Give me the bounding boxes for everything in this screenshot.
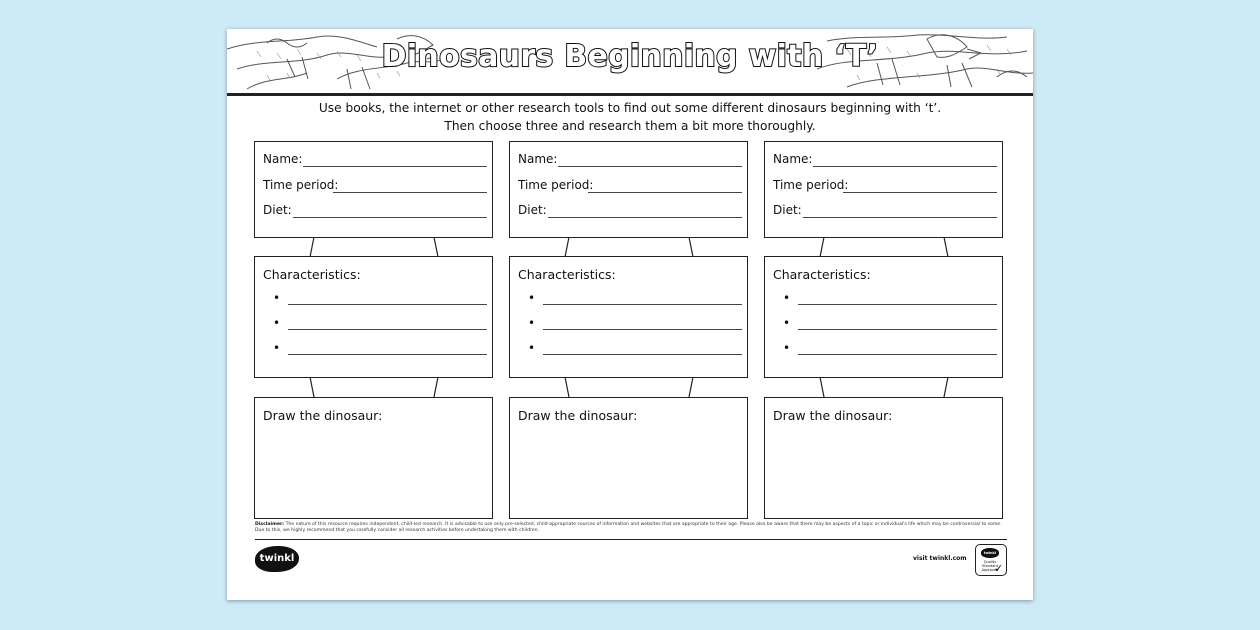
drawing-box[interactable] — [254, 397, 493, 519]
characteristics-box — [254, 256, 493, 378]
time-period-field[interactable] — [843, 192, 997, 193]
characteristic-field[interactable] — [288, 304, 487, 305]
info-box — [254, 141, 493, 238]
bullet-point: • — [273, 341, 281, 355]
bullet-point: • — [783, 291, 791, 305]
disclaimer-text: The nature of this resource requires independent, child-led research. It is advisable to use only pre-selected, child-appropriate sources of information and websites that are appropriate to their age. Please also be aware that there may be aspects of a topic or individual's life which may be controversial to some. Due to this, we highly recommend that you carefully consider all research activities before undertaking them with children. — [255, 522, 1002, 533]
draw-label: Draw the dinosaur: — [773, 408, 893, 423]
quality-standard-badge — [975, 544, 1007, 576]
characteristics-label: Characteristics: — [263, 267, 361, 282]
page-title: Dinosaurs Beginning with ‘T’ — [381, 39, 879, 74]
name-field[interactable] — [813, 166, 997, 167]
time-period-label: Time period: — [263, 178, 339, 192]
name-label: Name: — [518, 152, 558, 166]
characteristic-field[interactable] — [543, 304, 742, 305]
bullet-point: • — [273, 291, 281, 305]
time-period-label: Time period: — [773, 178, 849, 192]
visit-link[interactable]: visit twinkl.com — [913, 555, 967, 562]
time-period-label: Time period: — [518, 178, 594, 192]
instructions-line-1: Use books, the internet or other research tools to find out some different dinosaurs beginning with ‘t’. — [318, 101, 942, 115]
diet-field[interactable] — [293, 217, 487, 218]
bullet-point: • — [783, 341, 791, 355]
time-period-field[interactable] — [333, 192, 487, 193]
time-period-field[interactable] — [588, 192, 742, 193]
characteristics-label: Characteristics: — [773, 267, 871, 282]
box-connector — [254, 237, 496, 258]
bullet-point: • — [783, 316, 791, 330]
twinkl-logo[interactable]: twinkl — [255, 546, 299, 572]
badge-text: Quality Standard Approved — [981, 560, 999, 572]
worksheet-page — [227, 29, 1033, 600]
draw-label: Draw the dinosaur: — [518, 408, 638, 423]
characteristics-box — [509, 256, 748, 378]
characteristic-field[interactable] — [798, 304, 997, 305]
characteristic-field[interactable] — [543, 329, 742, 330]
bullet-point: • — [528, 341, 536, 355]
badge-brand: twinkl — [981, 548, 999, 558]
name-label: Name: — [773, 152, 813, 166]
bullet-point: • — [273, 316, 281, 330]
disclaimer-label: Disclaimer: — [255, 522, 285, 527]
footer-divider — [255, 539, 1007, 540]
characteristics-label: Characteristics: — [518, 267, 616, 282]
info-box — [509, 141, 748, 238]
name-field[interactable] — [303, 166, 487, 167]
characteristic-field[interactable] — [288, 329, 487, 330]
characteristics-box — [764, 256, 1003, 378]
diet-label: Diet: — [773, 203, 802, 217]
characteristic-field[interactable] — [798, 354, 997, 355]
bullet-point: • — [528, 316, 536, 330]
diet-label: Diet: — [518, 203, 547, 217]
box-connector — [764, 237, 1006, 258]
characteristic-field[interactable] — [288, 354, 487, 355]
name-field[interactable] — [558, 166, 742, 167]
instructions — [227, 99, 1033, 135]
name-label: Name: — [263, 152, 303, 166]
diet-field[interactable] — [803, 217, 997, 218]
draw-label: Draw the dinosaur: — [263, 408, 383, 423]
drawing-box[interactable] — [509, 397, 748, 519]
checkmark-icon: ✓ — [994, 562, 1004, 575]
drawing-box[interactable] — [764, 397, 1003, 519]
box-connector — [254, 377, 496, 398]
characteristic-field[interactable] — [543, 354, 742, 355]
title-banner — [227, 29, 1033, 96]
characteristic-field[interactable] — [798, 329, 997, 330]
bullet-point: • — [528, 291, 536, 305]
diet-field[interactable] — [548, 217, 742, 218]
info-box — [764, 141, 1003, 238]
box-connector — [764, 377, 1006, 398]
diet-label: Diet: — [263, 203, 292, 217]
box-connector — [509, 377, 751, 398]
instructions-line-2: Then choose three and research them a bit more thoroughly. — [444, 119, 816, 133]
box-connector — [509, 237, 751, 258]
disclaimer — [255, 522, 1007, 534]
